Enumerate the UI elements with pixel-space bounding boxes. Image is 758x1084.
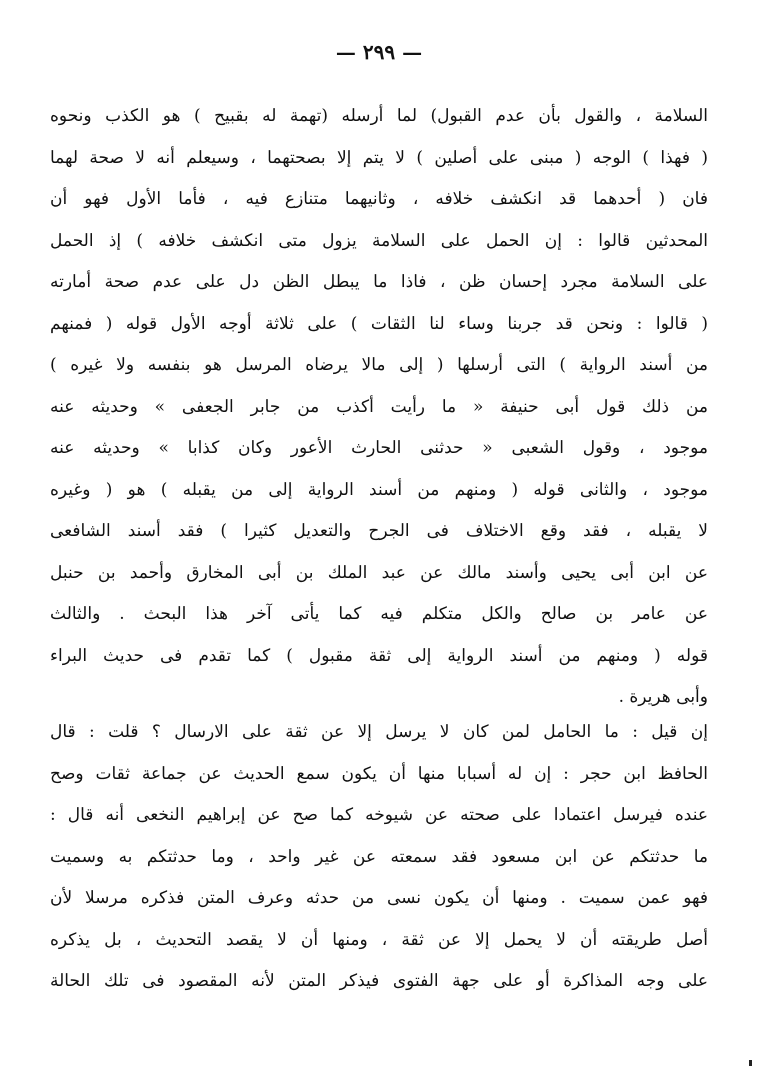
text-line: أصل طريقته أن لا يحمل إلا عن ثقة ، ومنها أن لا يقصد التحديث ، بل يذكره [50, 929, 708, 950]
text-line: ( فهذا ) الوجه ( مبنى على أصلين ) لا يتم إلا بصحتهما ، وسيعلم أنه لا صحة لهما [50, 147, 708, 168]
text-line: موجود ، والثانى قوله ( ومنهم من أسند الرواية إلى من يقبله ) هو ( وغيره [50, 479, 708, 500]
text-line: موجود ، وقول الشعبى « حدثنى الحارث الأعور وكان كذابا » وحديثه عنه [50, 438, 708, 458]
text-line: السلامة ، والقول بأن عدم القبول) لما أرسله (تهمة له بقبيح ) هو الكذب ونحوه [50, 106, 708, 126]
text-line: على وجه المذاكرة أو على جهة الفتوى فيذكر المتن لأنه المقصود فى تلك الحالة [50, 971, 708, 991]
paragraph-1 [50, 96, 708, 719]
text-line: عنده فيرسل اعتمادا على صحته عن شيوخه كما صح عن إبراهيم النخعى أنه قال : [50, 805, 708, 825]
text-line: عن ابن أبى يحيى وأسند مالك عن عبد الملك بن أبى المخارق وأحمد بن حنبل [50, 562, 708, 583]
text-line: الحافظ ابن حجر : إن له أسبابا منها أن يكون سمع الحديث عن جماعة ثقات وصح [50, 763, 708, 784]
paragraph-2 [50, 712, 708, 1003]
text-line: ما حدثتكم عن ابن مسعود فقد سمعته عن غير واحد ، وما حدثتكم به وسميت [50, 846, 708, 867]
text-line: ( قالوا : ونحن قد جربنا وساء لنا الثقات ) على ثلاثة أوجه الأول قوله ( فمنهم [50, 313, 708, 334]
text-line: من ذلك قول أبى حنيفة « ما رأيت أكذب من جابر الجعفى » وحديثه عنه [50, 396, 708, 417]
page-number: — ٢٩٩ — [335, 40, 423, 64]
text-line: وأبى هريرة . [618, 687, 708, 707]
text-line: المحدثين قالوا : إن الحمل على السلامة يزول متى انكشف خلافه ) إذ الحمل [50, 230, 708, 251]
text-line: على السلامة مجرد إحسان ظن ، فاذا ما يبطل الظن دل على عدم صحة أمارته [50, 272, 708, 292]
text-line: فهو عمن سميت . ومنها أن يكون نسى من حدثه وعرف المتن فذكره مرسلا لأن [50, 888, 708, 908]
text-line: عن عامر بن صالح والكل متكلم فيه كما يأتى آخر هذا البحث . والثالث [50, 604, 708, 624]
text-line: إن قيل : ما الحامل لمن كان لا يرسل إلا عن ثقة على الارسال ؟ قلت : قال [50, 722, 708, 742]
text-line: فان ( أحدهما قد انكشف خلافه ، وثانيهما متنازع فيه ، فأما الأول فهو أن [50, 189, 708, 209]
scan-speck [749, 1060, 752, 1066]
text-line: من أسند الرواية ) التى أرسلها ( إلى مالا يرضاه المرسل هو بنفسه ولا غيره ) [50, 355, 708, 375]
text-line: لا يقبله ، فقد وقع الاختلاف فى الجرح والتعديل كثيرا ) فقد أسند الشافعى [50, 521, 708, 541]
text-line: قوله ( ومنهم من أسند الرواية إلى ثقة مقبول ) كما تقدم فى حديث البراء [50, 645, 708, 666]
